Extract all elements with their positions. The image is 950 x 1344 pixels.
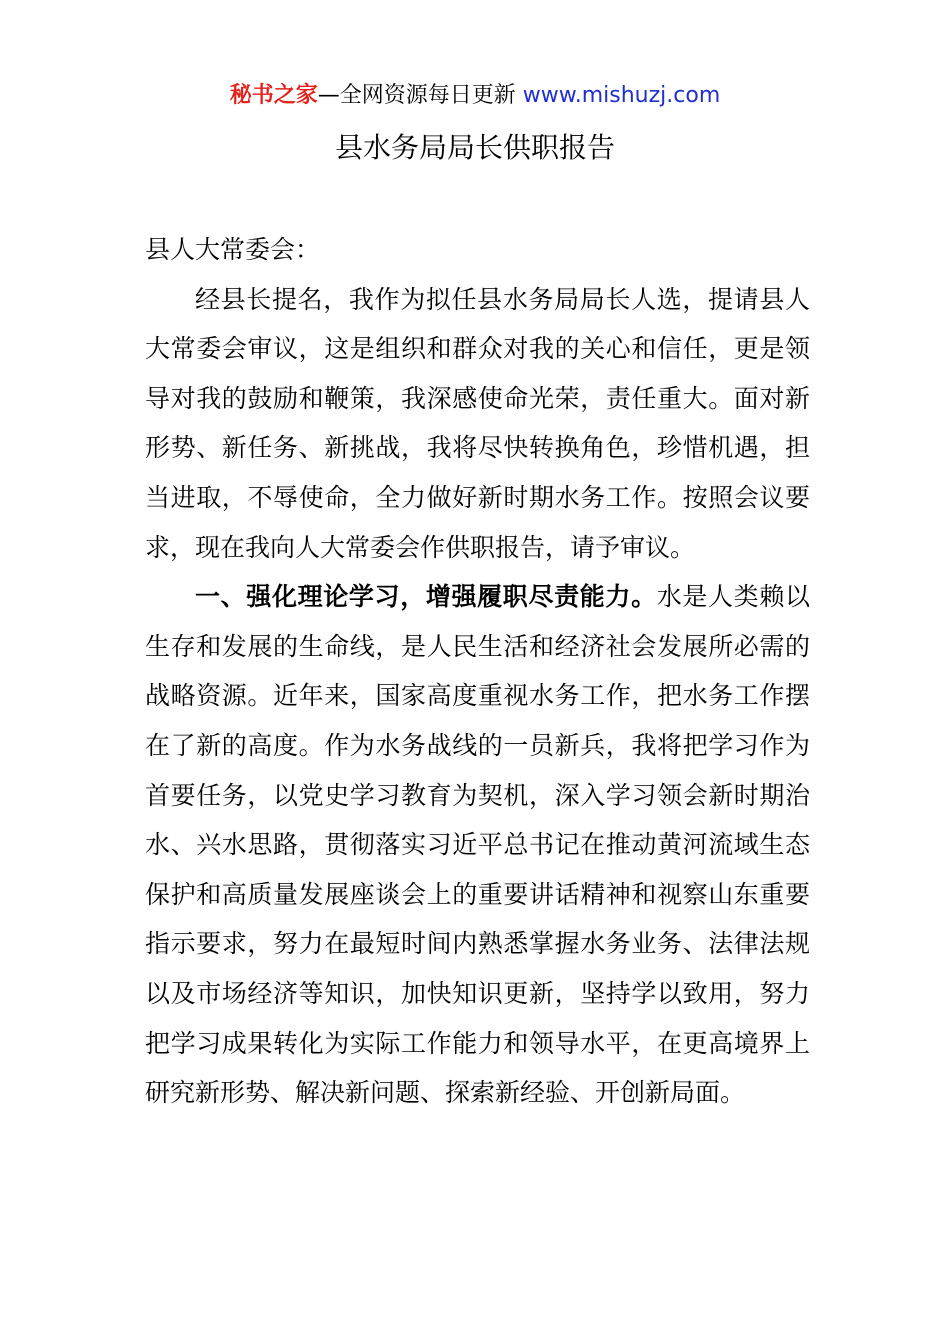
paragraph-intro: 经县长提名，我作为拟任县水务局局长人选，提请县人大常委会审议，这是组织和群众对我的关心和信任，更是领导对我的鼓励和鞭策，我深感使命光荣，责任重大。面对新形势、新任务、新挑战，我将尽快转换角色，珍惜机遇，担当进取，不辱使命，全力做好新时期水务工作。按照会议要求，现在我向人大常委会作供职报告，请予审议。 (145, 284, 810, 562)
document-body (145, 225, 810, 1118)
paragraph-section-1 (145, 572, 810, 1118)
header-tagline: —全网资源每日更新 (317, 83, 523, 108)
section-1-heading: 一、强化理论学习，增强履职尽责能力。 (195, 582, 657, 612)
site-header (0, 80, 950, 112)
document-title: 县水务局局长供职报告 (334, 131, 615, 164)
site-url-link[interactable]: www.mishuzj.com (522, 83, 721, 108)
section-1-text: 水是人类赖以生存和发展的生命线，是人民生活和经济社会发展所必需的战略资源。近年来，国家高度重视水务工作，把水务工作摆在了新的高度。作为水务战线的一员新兵，我将把学习作为首要任务，以党史学习教育为契机，深入学习领会新时期治水、兴水思路，贯彻落实习近平总书记在推动黄河流域生态保护和高质量发展座谈会上的重要讲话精神和视察山东重要指示要求，努力在最短时间内熟悉掌握水务业务、法律法规以及市场经济等知识，加快知识更新，坚持学以致用，努力把学习成果转化为实际工作能力和领导水平，在更高境界上研究新形势、解决新问题、探索新经验、开创新局面。 (145, 582, 810, 1108)
brand-name: 秘书之家 (229, 83, 318, 108)
salutation: 县人大常委会： (145, 235, 321, 264)
